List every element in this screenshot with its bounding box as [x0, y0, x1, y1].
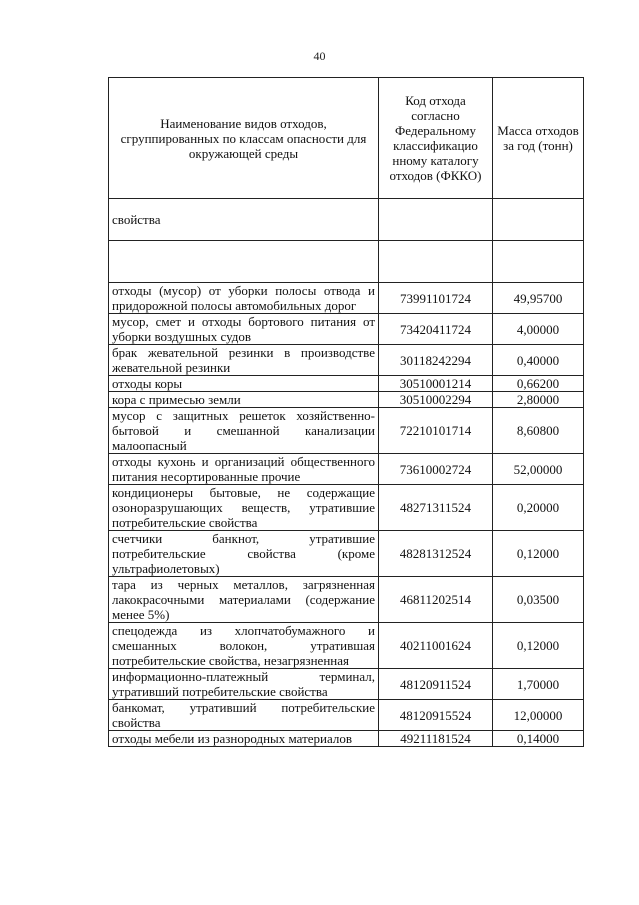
fkko-code-cell: 72210101714: [379, 408, 493, 454]
header-mass: Масса отходов за год (тонн): [493, 78, 584, 199]
spacer-row: [109, 241, 584, 283]
spacer-cell: [379, 241, 493, 283]
table-row: [109, 283, 584, 314]
waste-name-cell: счетчики банкнот, утратившие потребительские свойства (кроме ультрафиолетовых): [109, 531, 379, 577]
fkko-code-cell: 49211181524: [379, 731, 493, 747]
table-row: [109, 314, 584, 345]
mass-cell: 49,95700: [493, 283, 584, 314]
mass-cell: 8,60800: [493, 408, 584, 454]
table-row: [109, 345, 584, 376]
header-fkko-code: Код отхода согласно Федеральному классификацио нному каталогу отходов (ФККО): [379, 78, 493, 199]
waste-name-cell: мусор, смет и отходы бортового питания от уборки воздушных судов: [109, 314, 379, 345]
waste-name-cell: тара из черных металлов, загрязненная лакокрасочными материалами (содержание менее 5%): [109, 577, 379, 623]
fkko-code-cell: 48120911524: [379, 669, 493, 700]
fkko-code-cell: 30510002294: [379, 392, 493, 408]
waste-name-cell: отходы мебели из разнородных материалов: [109, 731, 379, 747]
mass-cell: 0,12000: [493, 531, 584, 577]
fkko-code-cell: 73610002724: [379, 454, 493, 485]
waste-name-cell: брак жевательной резинки в производстве жевательной резинки: [109, 345, 379, 376]
header-waste-name: Наименование видов отходов, сгруппированных по классам опасности для окружающей среды: [109, 78, 379, 199]
page-number: 40: [313, 49, 326, 63]
table-row: [109, 376, 584, 392]
mass-cell: 0,66200: [493, 376, 584, 392]
fkko-code-cell: 30118242294: [379, 345, 493, 376]
continuation-text: свойства: [109, 199, 379, 241]
waste-name-cell: спецодежда из хлопчатобумажного и смешанных волокон, утратившая потребительские свойства, незагрязненная: [109, 623, 379, 669]
mass-cell: 52,00000: [493, 454, 584, 485]
continuation-row: [109, 199, 584, 241]
mass-cell: 2,80000: [493, 392, 584, 408]
waste-name-cell: банкомат, утративший потребительские свойства: [109, 700, 379, 731]
waste-name-cell: отходы коры: [109, 376, 379, 392]
table-row: [109, 669, 584, 700]
table-row: [109, 577, 584, 623]
table-row: [109, 408, 584, 454]
table-row: [109, 531, 584, 577]
table-row: [109, 623, 584, 669]
fkko-code-cell: 30510001214: [379, 376, 493, 392]
mass-cell: 0,40000: [493, 345, 584, 376]
header-row: [109, 78, 584, 199]
fkko-code-cell: 73991101724: [379, 283, 493, 314]
fkko-code-cell: 73420411724: [379, 314, 493, 345]
fkko-code-cell: 48271311524: [379, 485, 493, 531]
fkko-code-cell: 48120915524: [379, 700, 493, 731]
waste-name-cell: отходы кухонь и организаций общественного питания несортированные прочие: [109, 454, 379, 485]
waste-table: [108, 77, 584, 747]
continuation-mass-cell: [493, 199, 584, 241]
spacer-cell: [493, 241, 584, 283]
mass-cell: 1,70000: [493, 669, 584, 700]
waste-name-cell: информационно-платежный терминал, утративший потребительские свойства: [109, 669, 379, 700]
fkko-code-cell: 48281312524: [379, 531, 493, 577]
waste-name-cell: кора с примесью земли: [109, 392, 379, 408]
fkko-code-cell: 46811202514: [379, 577, 493, 623]
waste-name-cell: мусор с защитных решеток хозяйственно-бытовой и смешанной канализации малоопасный: [109, 408, 379, 454]
mass-cell: 0,14000: [493, 731, 584, 747]
mass-cell: 0,03500: [493, 577, 584, 623]
fkko-code-cell: 40211001624: [379, 623, 493, 669]
table-row: [109, 392, 584, 408]
continuation-code-cell: [379, 199, 493, 241]
waste-name-cell: отходы (мусор) от уборки полосы отвода и придорожной полосы автомобильных дорог: [109, 283, 379, 314]
table-row: [109, 700, 584, 731]
table-row: [109, 485, 584, 531]
spacer-cell: [109, 241, 379, 283]
mass-cell: 0,12000: [493, 623, 584, 669]
mass-cell: 0,20000: [493, 485, 584, 531]
mass-cell: 12,00000: [493, 700, 584, 731]
mass-cell: 4,00000: [493, 314, 584, 345]
table-row: [109, 731, 584, 747]
table-row: [109, 454, 584, 485]
waste-name-cell: кондиционеры бытовые, не содержащие озоноразрушающих веществ, утратившие потребительские свойства: [109, 485, 379, 531]
